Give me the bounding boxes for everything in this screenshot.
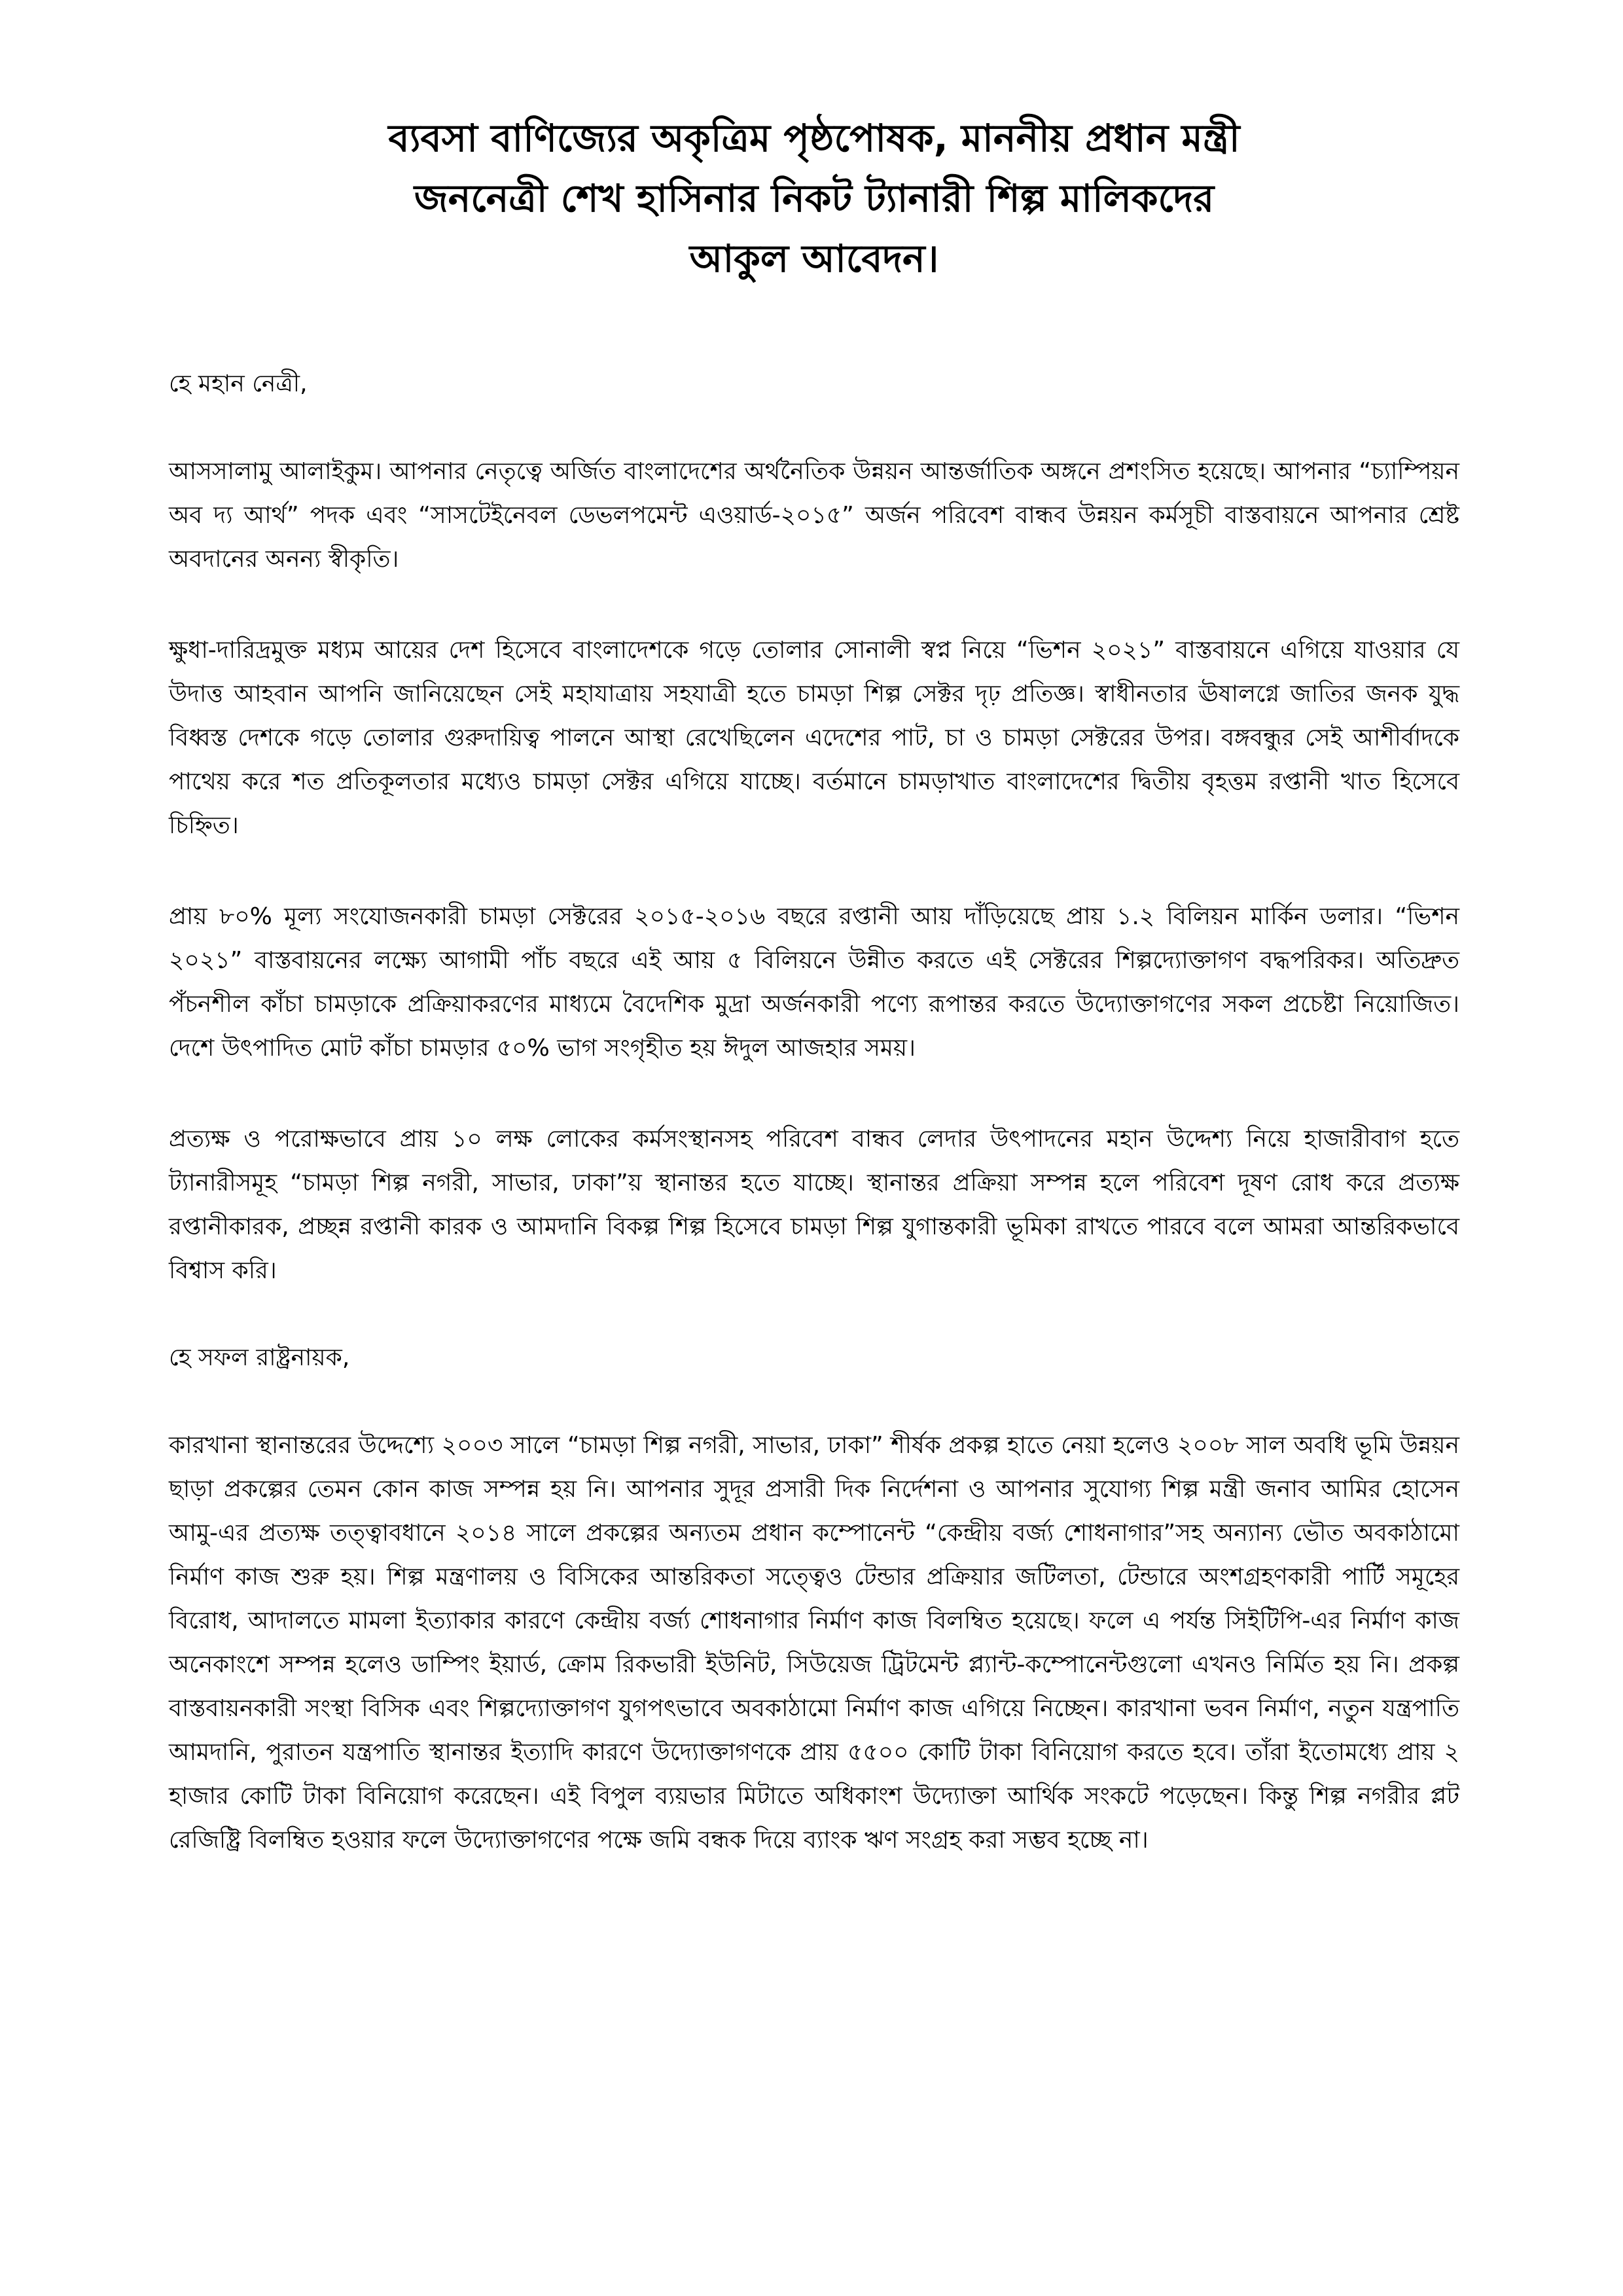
title-line: ব্যবসা বাণিজ্যের অকৃত্রিম পৃষ্ঠপোষক, মাননীয় প্রধান মন্ত্রী [388, 116, 1240, 160]
paragraph-vision-2021: ক্ষুধা-দারিদ্রমুক্ত মধ্যম আয়ের দেশ হিসেবে বাংলাদেশকে গড়ে তোলার সোনালী স্বপ্ন নিয়ে “ভিশন ২০২১” বাস্তবায়নে এগিয়ে যাওয়ার যে উদাত্ত আহবান আপনি জানিয়েছেন সেই মহাযাত্রায় সহযাত্রী হতে চামড়া শিল্প সেক্টর দৃঢ় প্রতিজ্ঞ। স্বাধীনতার ঊষালগ্নে জাতির জনক যুদ্ধ বিধ্বস্ত দেশকে গড়ে তোলার গুরুদায়িত্ব পালনে আস্থা রেখেছিলেন এদেশের পাট, চা ও চামড়া সেক্টরের উপর। বঙ্গবন্ধুর সেই আশীর্বাদকে পাথেয় করে শত প্রতিকূলতার মধ্যেও চামড়া সেক্টর এগিয়ে যাচ্ছে। বর্তমানে চামড়াখাত বাংলাদেশের দ্বিতীয় বৃহত্তম রপ্তানী খাত হিসেবে চিহ্নিত। [169, 637, 1459, 839]
paragraph-relocation: প্রত্যক্ষ ও পরোক্ষভাবে প্রায় ১০ লক্ষ লোকের কর্মসংস্থানসহ পরিবেশ বান্ধব লেদার উৎপাদনের মহান উদ্দেশ্য নিয়ে হাজারীবাগ হতে ট্যানারীসমূহ “চামড়া শিল্প নগরী, সাভার, ঢাকা”য় স্থানান্তর হতে যাচ্ছে। স্থানান্তর প্রক্রিয়া সম্পন্ন হলে পরিবেশ দূষণ রোধ করে প্রত্যক্ষ রপ্তানীকারক, প্রচ্ছন্ন রপ্তানী কারক ও আমদানি বিকল্প শিল্প হিসেবে চামড়া শিল্প যুগান্তকারী ভূমিকা রাখতে পারবে বলে আমরা আন্তরিকভাবে বিশ্বাস করি। [169, 1126, 1459, 1284]
document-title [169, 108, 1459, 289]
paragraph-greetings-achievements: আসসালামু আলাইকুম। আপনার নেতৃত্বে অর্জিত বাংলাদেশের অর্থনৈতিক উন্নয়ন আন্তর্জাতিক অঙ্গনে প্রশংসিত হয়েছে। আপনার “চ্যাম্পিয়ন অব দ্য আর্থ” পদক এবং “সাসটেইনেবল ডেভলপমেন্ট এওয়ার্ড-২০১৫” অর্জন পরিবেশ বান্ধব উন্নয়ন কর্মসূচী বাস্তবায়নে আপনার শ্রেষ্ট অবদানের অনন্য স্বীকৃতি। [169, 458, 1459, 573]
title-line: জননেত্রী শেখ হাসিনার নিকট ট্যানারী শিল্প মালিকদের [414, 176, 1215, 221]
salutation-statesman: হে সফল রাষ্ট্রনায়ক, [169, 1344, 350, 1371]
paragraph-project-status: কারখানা স্থানান্তরের উদ্দেশ্যে ২০০৩ সালে “চামড়া শিল্প নগরী, সাভার, ঢাকা” শীর্ষক প্রকল্প হাতে নেয়া হলেও ২০০৮ সাল অবধি ভূমি উন্নয়ন ছাড়া প্রকল্পের তেমন কোন কাজ সম্পন্ন হয় নি। আপনার সুদূর প্রসারী দিক নির্দেশনা ও আপনার সুযোগ্য শিল্প মন্ত্রী জনাব আমির হোসেন আমু-এর প্রত্যক্ষ তত্ত্বাবধানে ২০১৪ সালে প্রকল্পের অন্যতম প্রধান কম্পোনেন্ট “কেন্দ্রীয় বর্জ্য শোধনাগার”সহ অন্যান্য ভৌত অবকাঠামো নির্মাণ কাজ শুরু হয়। শিল্প মন্ত্রণালয় ও বিসিকের আন্তরিকতা সত্ত্বেও টেন্ডার প্রক্রিয়ার জটিলতা, টেন্ডারে অংশগ্রহণকারী পার্টি সমূহের বিরোধ, আদালতে মামলা ইত্যাকার কারণে কেন্দ্রীয় বর্জ্য শোধনাগার নির্মাণ কাজ বিলম্বিত হয়েছে। ফলে এ পর্যন্ত সিইটিপি-এর নির্মাণ কাজ অনেকাংশে সম্পন্ন হলেও ডাম্পিং ইয়ার্ড, ক্রোম রিকভারী ইউনিট, সিউয়েজ ট্রিটমেন্ট প্ল্যান্ট-কম্পোনেন্টগুলো এখনও নির্মিত হয় নি। প্রকল্প বাস্তবায়নকারী সংস্থা বিসিক এবং শিল্পদ্যোক্তাগণ যুগপৎভাবে অবকাঠামো নির্মাণ কাজ এগিয়ে নিচ্ছেন। কারখানা ভবন নির্মাণ, নতুন যন্ত্রপাতি আমদানি, পুরাতন যন্ত্রপাতি স্থানান্তর ইত্যাদি কারণে উদ্যোক্তাগণকে প্রায় ৫৫০০ কোটি টাকা বিনিয়োগ করতে হবে। তাঁরা ইতোমধ্যে প্রায় ২ হাজার কোটি টাকা বিনিয়োগ করেছেন। এই বিপুল ব্যয়ভার মিটাতে অধিকাংশ উদ্যোক্তা আর্থিক সংকটে পড়েছেন। কিন্তু শিল্প নগরীর প্লট রেজিষ্ট্রি বিলম্বিত হওয়ার ফলে উদ্যোক্তাগণের পক্ষে জমি বন্ধক দিয়ে ব্যাংক ঋণ সংগ্রহ করা সম্ভব হচ্ছে না। [169, 1432, 1459, 1854]
document-page [169, 108, 1459, 1909]
paragraph-export-value: প্রায় ৮০% মূল্য সংযোজনকারী চামড়া সেক্টরের ২০১৫-২০১৬ বছরে রপ্তানী আয় দাঁড়িয়েছে প্রায় ১.২ বিলিয়ন মার্কিন ডলার। “ভিশন ২০২১” বাস্তবায়নের লক্ষ্যে আগামী পাঁচ বছরে এই আয় ৫ বিলিয়নে উন্নীত করতে এই সেক্টরের শিল্পদ্যোক্তাগণ বদ্ধপরিকর। অতিদ্রুত পঁচনশীল কাঁচা চামড়াকে প্রক্রিয়াকরণের মাধ্যমে বৈদেশিক মুদ্রা অর্জনকারী পণ্যে রূপান্তর করতে উদ্যোক্তাগণের সকল প্রচেষ্টা নিয়োজিত। দেশে উৎপাদিত মোট কাঁচা চামড়ার ৫০% ভাগ সংগৃহীত হয় ঈদুল আজহার সময়। [169, 903, 1459, 1062]
title-line: আকুল আবেদন। [689, 236, 939, 281]
salutation-greeting: হে মহান নেত্রী, [169, 370, 308, 397]
